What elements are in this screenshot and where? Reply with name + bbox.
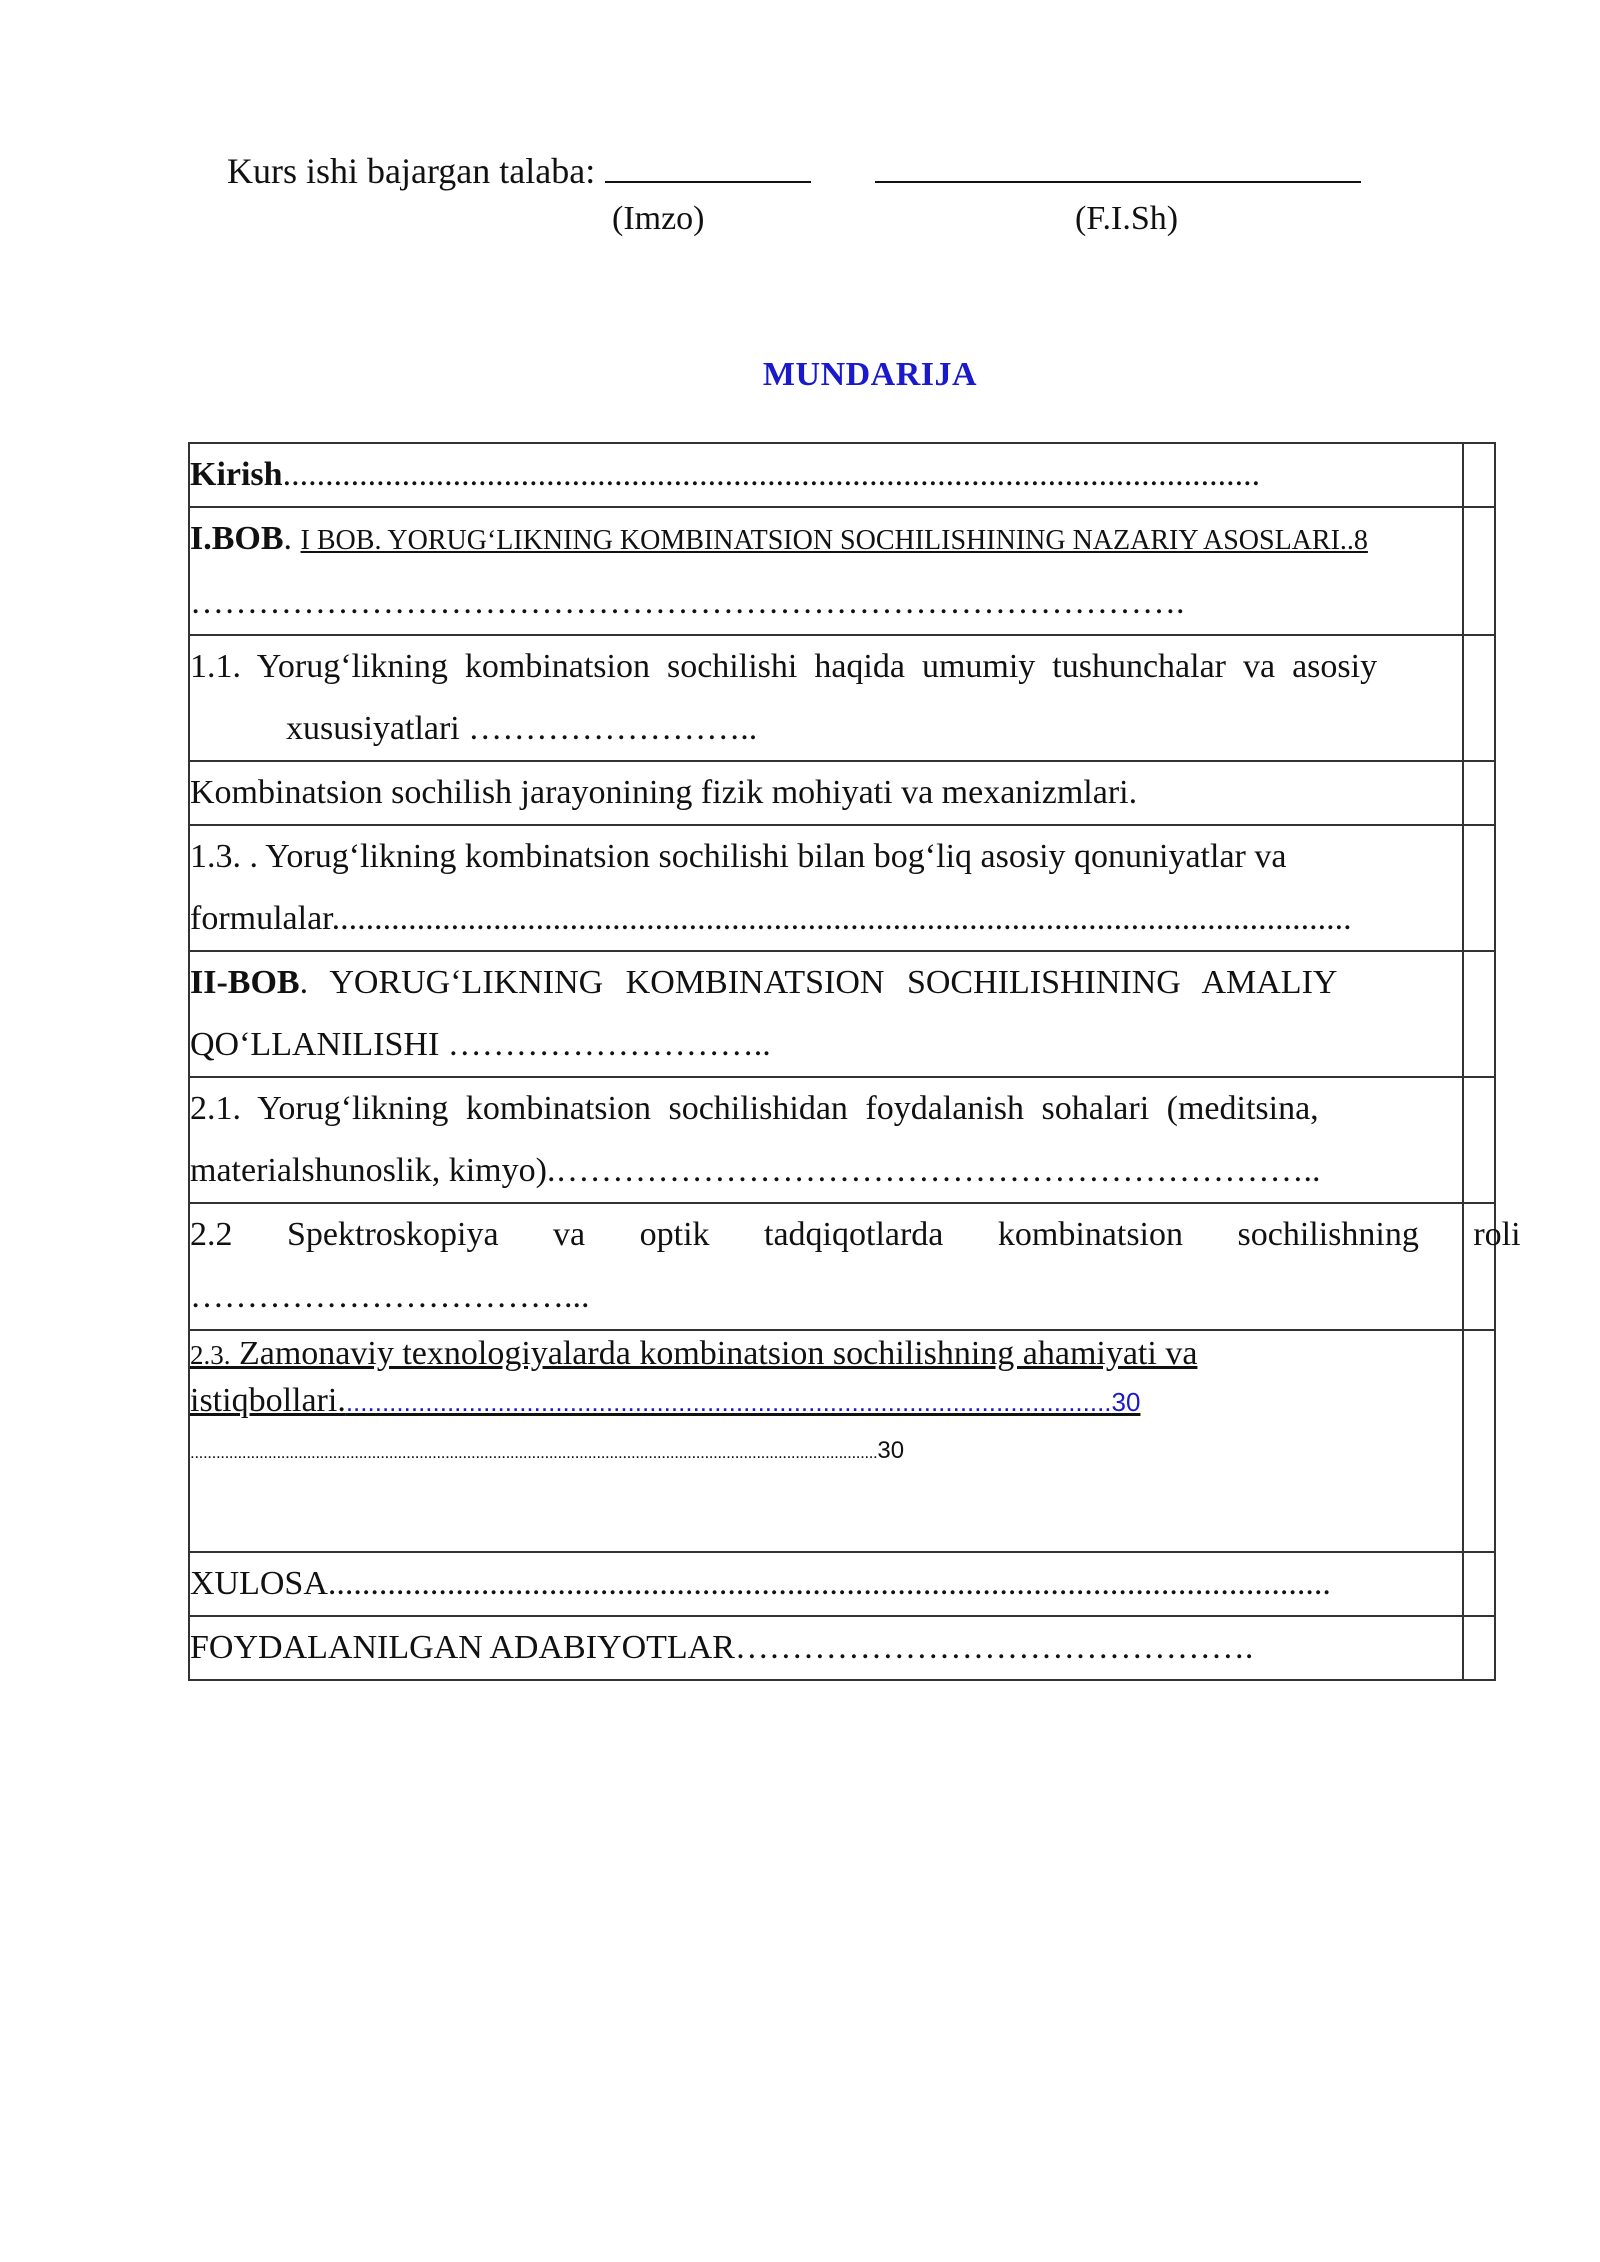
toc-bob1-dots: ……………………………………………………………………………. [190, 584, 1185, 621]
toc-row-bob2 [189, 951, 1495, 1077]
toc-page-cell [1463, 1616, 1495, 1680]
toc-page-cell [1463, 951, 1495, 1077]
toc-table [188, 442, 1521, 1681]
toc-row-1-3 [189, 825, 1495, 951]
name-caption: (F.I.Sh) [1075, 200, 1179, 237]
toc-2-3-line1: Zamonaviy texnologiyalarda kombinatsion sochilishning ahamiyati va [230, 1335, 1198, 1372]
signature-line [227, 150, 1361, 192]
toc-page-cell [1463, 635, 1495, 761]
toc-title: MUNDARIJA [762, 356, 978, 393]
toc-2-3-link[interactable] [190, 1335, 1197, 1372]
toc-2-3-dotline-page: 30 [877, 1437, 905, 1464]
toc-1-1-line1: 1.1. Yorug‘likning kombinatsion sochilishi haqida umumiy tushunchalar va asosiy [190, 648, 1378, 685]
toc-row-2-3 [189, 1330, 1495, 1552]
toc-2-3-dots: .......................................................................................................... [345, 1387, 1112, 1417]
toc-bob2-line2: QO‘LLANILISHI ……………………….. [190, 1026, 771, 1063]
toc-row-1-1 [189, 635, 1495, 761]
toc-bob2-title: . YORUG‘LIKNING KOMBINATSION SOCHILISHINING AMALIY [299, 964, 1338, 1001]
toc-row-bob1 [189, 507, 1495, 635]
toc-bob2-label: II-BOB [190, 964, 300, 1001]
toc-2-3-link-line2[interactable] [190, 1382, 1140, 1419]
toc-page-cell [1463, 1330, 1495, 1552]
toc-2-2-line2: ……………………………... [190, 1278, 590, 1315]
toc-page-cell [1463, 825, 1495, 951]
toc-row-2-1 [189, 1077, 1495, 1203]
toc-1-1-line2: xususiyatlari …………………….. [286, 710, 758, 747]
toc-2-1-line2: materialshunoslik, kimyo).………………………………………………………….. [190, 1152, 1321, 1189]
toc-1-2-text: Kombinatsion sochilish jarayonining fizik mohiyati va mexanizmlari. [190, 774, 1138, 811]
toc-page-cell [1463, 1077, 1495, 1203]
toc-bob1-link[interactable]: I BOB. YORUG‘LIKNING KOMBINATSION SOCHILISHINING NAZARIY ASOSLARI..8 [300, 525, 1368, 556]
toc-2-2-line1: 2.2 Spektroskopiya va optik tadqiqotlarda kombinatsion sochilishning roli [190, 1216, 1521, 1253]
toc-1-3-line1: 1.3. . Yorug‘likning kombinatsion sochilishi bilan bog‘liq asosiy qonuniyatlar va [190, 838, 1287, 875]
signature-caption: (Imzo) [612, 200, 705, 237]
toc-row-xulosa [189, 1552, 1495, 1616]
toc-adabiyot-text: FOYDALANILGAN ADABIYOTLAR………………………………………. [190, 1629, 1254, 1666]
toc-2-3-line2: istiqbollari. [190, 1382, 346, 1419]
toc-2-3-dotline: ............................................................................................................................................................... [190, 1443, 878, 1462]
toc-row-adabiyotlar [189, 1616, 1495, 1680]
toc-page-cell [1463, 1552, 1495, 1616]
toc-bob1-sep: . [283, 520, 301, 557]
toc-xulosa-text: XULOSA...................................................................................................................... [190, 1565, 1331, 1602]
toc-bob1-label: I.BOB [190, 520, 284, 557]
toc-row-1-2 [189, 761, 1495, 825]
signature-blank [605, 151, 811, 183]
toc-row-kirish [189, 443, 1495, 507]
student-label: Kurs ishi bajargan talaba: [227, 151, 596, 191]
toc-row-2-2 [189, 1203, 1495, 1330]
toc-page-cell [1463, 443, 1495, 507]
toc-page-cell [1463, 761, 1495, 825]
toc-page-cell [1463, 507, 1495, 635]
toc-kirish-dots: ................................................................................................................... [282, 456, 1261, 493]
toc-2-1-line1: 2.1. Yorug‘likning kombinatsion sochilishidan foydalanish sohalari (meditsina, [190, 1090, 1319, 1127]
toc-2-3-page: 30 [1111, 1387, 1141, 1417]
name-blank [875, 151, 1361, 183]
toc-1-3-line2: formulalar........................................................................................................................ [190, 900, 1352, 937]
toc-2-3-number: 2.3. [190, 1340, 231, 1370]
toc-kirish-label: Kirish [190, 456, 283, 493]
